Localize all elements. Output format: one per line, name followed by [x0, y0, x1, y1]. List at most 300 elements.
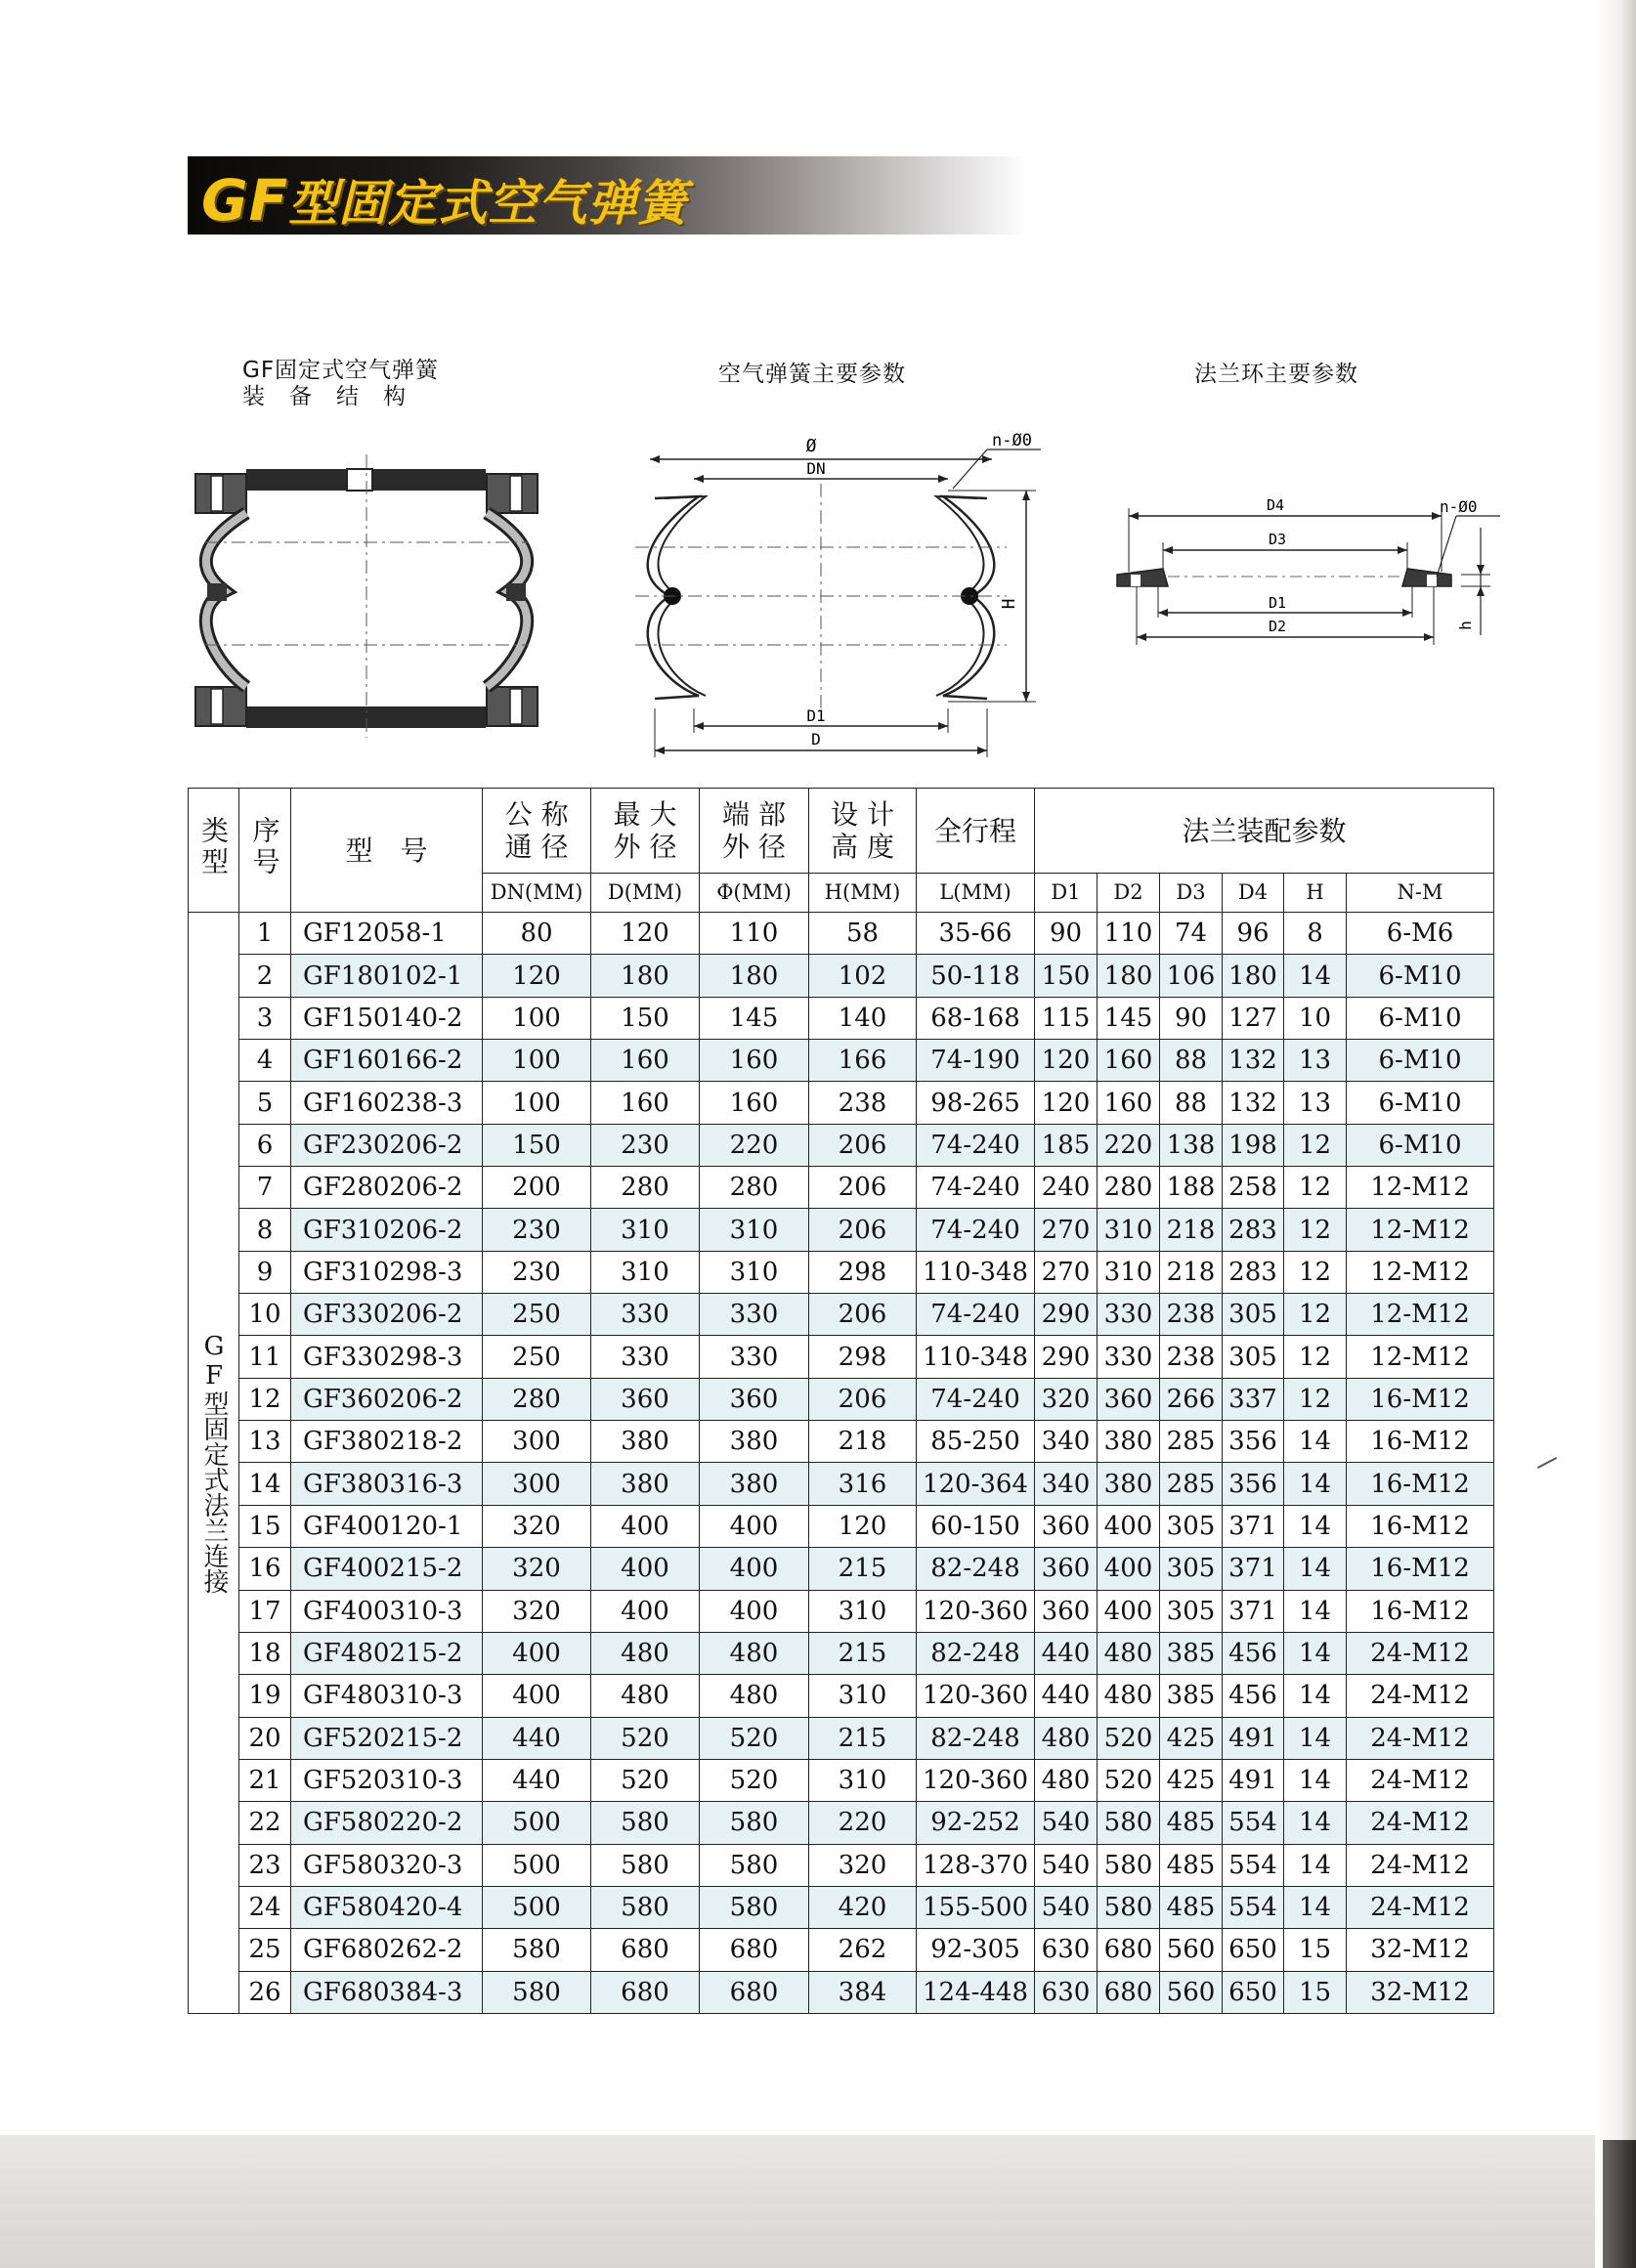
- cell-stroke: 82-248: [917, 1632, 1035, 1674]
- cell-fd1: 630: [1035, 1929, 1098, 1971]
- cell-model: GF680384-3: [291, 1971, 483, 2013]
- cell-h: 262: [809, 1929, 917, 1971]
- table-row: [189, 1590, 1494, 1632]
- unit-fd1: D1: [1035, 874, 1098, 913]
- cell-fd3: 425: [1160, 1759, 1223, 1801]
- page-bottom-shadow: [0, 2135, 1636, 2268]
- cell-h: 238: [809, 1082, 917, 1124]
- cell-fd4: 371: [1223, 1590, 1284, 1632]
- cell-phi: 400: [700, 1505, 809, 1547]
- cell-model: GF230206-2: [291, 1124, 483, 1166]
- cell-fh: 12: [1284, 1294, 1347, 1336]
- cell-stroke: 98-265: [917, 1082, 1035, 1124]
- table-row: [189, 1971, 1494, 2013]
- cell-phi: 580: [700, 1886, 809, 1928]
- cell-h: 320: [809, 1844, 917, 1886]
- cell-seq: 9: [239, 1251, 291, 1293]
- cell-seq: 25: [239, 1929, 291, 1971]
- cell-seq: 11: [239, 1336, 291, 1378]
- cell-h: 206: [809, 1378, 917, 1420]
- cell-dn: 150: [483, 1124, 591, 1166]
- cell-fd2: 480: [1098, 1675, 1160, 1717]
- cell-fd3: 238: [1160, 1294, 1223, 1336]
- cell-fh: 14: [1284, 1505, 1347, 1547]
- caption-structure: GF固定式空气弹簧 装 备 结 构: [242, 358, 440, 409]
- cell-fd1: 290: [1035, 1294, 1098, 1336]
- cell-dn: 230: [483, 1209, 591, 1251]
- cell-fd4: 198: [1223, 1124, 1284, 1166]
- cell-fh: 15: [1284, 1929, 1347, 1971]
- cell-model: GF480310-3: [291, 1675, 483, 1717]
- cell-h: 384: [809, 1971, 917, 2013]
- cell-nm: 16-M12: [1347, 1378, 1494, 1420]
- cell-stroke: 74-240: [917, 1167, 1035, 1209]
- table-row: [189, 1929, 1494, 1971]
- cell-model: GF280206-2: [291, 1167, 483, 1209]
- cell-fd1: 540: [1035, 1844, 1098, 1886]
- cell-seq: 22: [239, 1802, 291, 1844]
- cell-seq: 15: [239, 1505, 291, 1547]
- table-row: [189, 1802, 1494, 1844]
- cell-model: GF520215-2: [291, 1717, 483, 1759]
- cell-fd3: 90: [1160, 997, 1223, 1039]
- cell-fd2: 160: [1098, 1082, 1160, 1124]
- cell-d: 400: [591, 1505, 700, 1547]
- cell-fd1: 270: [1035, 1209, 1098, 1251]
- cell-d: 310: [591, 1251, 700, 1293]
- cell-seq: 6: [239, 1124, 291, 1166]
- cell-seq: 10: [239, 1294, 291, 1336]
- cell-fd4: 356: [1223, 1463, 1284, 1505]
- cell-h: 102: [809, 955, 917, 997]
- cell-stroke: 110-348: [917, 1336, 1035, 1378]
- cell-seq: 1: [239, 913, 291, 955]
- cell-fd2: 145: [1098, 997, 1160, 1039]
- cell-phi: 400: [700, 1548, 809, 1590]
- cell-h: 215: [809, 1632, 917, 1674]
- cell-model: GF310298-3: [291, 1251, 483, 1293]
- unit-nm: N-M: [1347, 874, 1494, 913]
- cell-dn: 500: [483, 1844, 591, 1886]
- cell-model: GF160238-3: [291, 1082, 483, 1124]
- cell-stroke: 50-118: [917, 955, 1035, 997]
- cell-nm: 6-M10: [1347, 1082, 1494, 1124]
- header-h: 设 计 高 度: [809, 789, 917, 874]
- cell-fd4: 554: [1223, 1844, 1284, 1886]
- cell-fd4: 650: [1223, 1971, 1284, 2013]
- cell-model: GF150140-2: [291, 997, 483, 1039]
- scan-mark: [1537, 1457, 1557, 1469]
- cell-seq: 4: [239, 1040, 291, 1082]
- cell-nm: 32-M12: [1347, 1929, 1494, 1971]
- cell-fd3: 88: [1160, 1082, 1223, 1124]
- cell-model: GF480215-2: [291, 1632, 483, 1674]
- cell-fh: 12: [1284, 1336, 1347, 1378]
- cell-fh: 14: [1284, 1886, 1347, 1928]
- cell-h: 310: [809, 1590, 917, 1632]
- cell-seq: 21: [239, 1759, 291, 1801]
- cell-dn: 500: [483, 1802, 591, 1844]
- cell-h: 58: [809, 913, 917, 955]
- cell-fh: 14: [1284, 1759, 1347, 1801]
- cell-fh: 15: [1284, 1971, 1347, 2013]
- label-dn: DN: [806, 459, 826, 478]
- cell-dn: 580: [483, 1971, 591, 2013]
- cell-fd2: 180: [1098, 955, 1160, 997]
- cell-fd4: 180: [1223, 955, 1284, 997]
- cell-model: GF580320-3: [291, 1844, 483, 1886]
- cell-phi: 310: [700, 1209, 809, 1251]
- cell-fd2: 110: [1098, 913, 1160, 955]
- cell-seq: 16: [239, 1548, 291, 1590]
- cell-fd3: 560: [1160, 1929, 1223, 1971]
- cell-stroke: 92-252: [917, 1802, 1035, 1844]
- cell-fh: 14: [1284, 1421, 1347, 1463]
- cell-fh: 14: [1284, 1802, 1347, 1844]
- cell-fd1: 440: [1035, 1632, 1098, 1674]
- cell-fd1: 115: [1035, 997, 1098, 1039]
- cell-h: 215: [809, 1717, 917, 1759]
- cell-stroke: 82-248: [917, 1717, 1035, 1759]
- cell-phi: 380: [700, 1421, 809, 1463]
- table-row: [189, 1463, 1494, 1505]
- cell-dn: 100: [483, 997, 591, 1039]
- cell-d: 150: [591, 997, 700, 1039]
- label-phi: Ø: [805, 436, 817, 456]
- label-f-d2: D2: [1268, 618, 1287, 635]
- cell-seq: 26: [239, 1971, 291, 2013]
- cell-dn: 200: [483, 1167, 591, 1209]
- cell-fd4: 554: [1223, 1886, 1284, 1928]
- cell-seq: 3: [239, 997, 291, 1039]
- header-dn: 公 称 通 径: [483, 789, 591, 874]
- table-row: [189, 1082, 1494, 1124]
- cell-nm: 24-M12: [1347, 1844, 1494, 1886]
- cell-nm: 6-M10: [1347, 997, 1494, 1039]
- cell-h: 166: [809, 1040, 917, 1082]
- cell-fd3: 285: [1160, 1421, 1223, 1463]
- cell-fd2: 680: [1098, 1929, 1160, 1971]
- cell-model: GF330298-3: [291, 1336, 483, 1378]
- cell-fd1: 340: [1035, 1421, 1098, 1463]
- cell-fd2: 580: [1098, 1844, 1160, 1886]
- cell-seq: 23: [239, 1844, 291, 1886]
- cell-dn: 580: [483, 1929, 591, 1971]
- cell-d: 380: [591, 1421, 700, 1463]
- cell-stroke: 74-240: [917, 1124, 1035, 1166]
- cell-d: 520: [591, 1717, 700, 1759]
- cell-seq: 7: [239, 1167, 291, 1209]
- cell-dn: 250: [483, 1294, 591, 1336]
- cell-model: GF580420-4: [291, 1886, 483, 1928]
- type-label-cell: GF型固定式法兰连接: [189, 913, 239, 2014]
- cell-nm: 16-M12: [1347, 1590, 1494, 1632]
- cell-d: 480: [591, 1632, 700, 1674]
- cell-fd4: 371: [1223, 1505, 1284, 1547]
- cell-seq: 20: [239, 1717, 291, 1759]
- cell-fd1: 630: [1035, 1971, 1098, 2013]
- cell-model: GF400310-3: [291, 1590, 483, 1632]
- header-type: 类型: [189, 789, 239, 913]
- cell-fd2: 520: [1098, 1717, 1160, 1759]
- cell-model: GF520310-3: [291, 1759, 483, 1801]
- cell-fd2: 400: [1098, 1548, 1160, 1590]
- cell-model: GF400215-2: [291, 1548, 483, 1590]
- cell-dn: 440: [483, 1717, 591, 1759]
- table-row: [189, 1294, 1494, 1336]
- label-f-n-phi-o: n-Ø0: [1440, 497, 1478, 516]
- cell-fd1: 540: [1035, 1886, 1098, 1928]
- cell-seq: 8: [239, 1209, 291, 1251]
- cell-d: 280: [591, 1167, 700, 1209]
- table-row: [189, 1505, 1494, 1547]
- cell-h: 218: [809, 1421, 917, 1463]
- cell-phi: 330: [700, 1294, 809, 1336]
- cell-dn: 120: [483, 955, 591, 997]
- table-header-row: [189, 789, 1494, 874]
- cell-fd2: 680: [1098, 1971, 1160, 2013]
- cell-h: 206: [809, 1167, 917, 1209]
- table-row: [189, 1844, 1494, 1886]
- cell-phi: 330: [700, 1336, 809, 1378]
- cell-fd2: 310: [1098, 1251, 1160, 1293]
- cell-d: 400: [591, 1548, 700, 1590]
- cell-phi: 110: [700, 913, 809, 955]
- cell-h: 220: [809, 1802, 917, 1844]
- cell-dn: 400: [483, 1632, 591, 1674]
- cell-dn: 100: [483, 1040, 591, 1082]
- label-f-d1: D1: [1268, 594, 1287, 612]
- table-row: [189, 1717, 1494, 1759]
- cell-dn: 320: [483, 1590, 591, 1632]
- flange-params-diagram: [1109, 489, 1500, 660]
- cell-fd4: 258: [1223, 1167, 1284, 1209]
- cell-seq: 14: [239, 1463, 291, 1505]
- cell-dn: 80: [483, 913, 591, 955]
- cell-fd4: 456: [1223, 1675, 1284, 1717]
- cell-h: 298: [809, 1251, 917, 1293]
- cell-phi: 310: [700, 1251, 809, 1293]
- unit-fd4: D4: [1223, 874, 1284, 913]
- label-n-phi-o: n-Ø0: [992, 431, 1032, 450]
- cell-fd3: 485: [1160, 1886, 1223, 1928]
- cell-fd1: 240: [1035, 1167, 1098, 1209]
- unit-fd3: D3: [1160, 874, 1223, 913]
- label-d: D: [811, 730, 821, 749]
- cell-d: 680: [591, 1929, 700, 1971]
- cell-stroke: 155-500: [917, 1886, 1035, 1928]
- title-banner: [188, 156, 1028, 235]
- table-row: [189, 1886, 1494, 1928]
- cell-nm: 12-M12: [1347, 1251, 1494, 1293]
- cell-fd2: 330: [1098, 1294, 1160, 1336]
- cell-fh: 14: [1284, 1717, 1347, 1759]
- cell-stroke: 74-240: [917, 1378, 1035, 1420]
- cell-stroke: 85-250: [917, 1421, 1035, 1463]
- cell-nm: 24-M12: [1347, 1632, 1494, 1674]
- cell-fh: 14: [1284, 1463, 1347, 1505]
- cell-fh: 12: [1284, 1167, 1347, 1209]
- cell-fh: 14: [1284, 1632, 1347, 1674]
- cell-fd2: 580: [1098, 1886, 1160, 1928]
- cell-fd4: 132: [1223, 1040, 1284, 1082]
- cell-fh: 8: [1284, 913, 1347, 955]
- cell-fd4: 371: [1223, 1548, 1284, 1590]
- cell-dn: 320: [483, 1548, 591, 1590]
- cell-d: 580: [591, 1886, 700, 1928]
- cell-stroke: 120-360: [917, 1759, 1035, 1801]
- cell-fd2: 380: [1098, 1421, 1160, 1463]
- table-row: [189, 1378, 1494, 1420]
- assembly-structure-diagram: [186, 445, 547, 748]
- cell-phi: 360: [700, 1378, 809, 1420]
- table-row: [189, 1251, 1494, 1293]
- unit-fd2: D2: [1098, 874, 1160, 913]
- cell-stroke: 110-348: [917, 1251, 1035, 1293]
- cell-fd3: 305: [1160, 1590, 1223, 1632]
- cell-fh: 14: [1284, 1590, 1347, 1632]
- cell-fh: 14: [1284, 955, 1347, 997]
- cell-fh: 13: [1284, 1082, 1347, 1124]
- cell-fd2: 220: [1098, 1124, 1160, 1166]
- cell-fd2: 520: [1098, 1759, 1160, 1801]
- cell-fd1: 290: [1035, 1336, 1098, 1378]
- cell-fd3: 238: [1160, 1336, 1223, 1378]
- label-d1: D1: [806, 706, 826, 725]
- cell-d: 580: [591, 1802, 700, 1844]
- cell-stroke: 74-240: [917, 1209, 1035, 1251]
- cell-fd3: 385: [1160, 1675, 1223, 1717]
- cell-nm: 16-M12: [1347, 1548, 1494, 1590]
- cell-h: 310: [809, 1675, 917, 1717]
- spec-table: [188, 788, 1494, 2014]
- cell-fd1: 360: [1035, 1505, 1098, 1547]
- cell-fh: 14: [1284, 1844, 1347, 1886]
- label-f-h: h: [1456, 620, 1475, 630]
- unit-h: H(MM): [809, 874, 917, 913]
- cell-d: 180: [591, 955, 700, 997]
- cell-fd3: 305: [1160, 1548, 1223, 1590]
- cell-model: GF680262-2: [291, 1929, 483, 1971]
- cell-nm: 12-M12: [1347, 1294, 1494, 1336]
- cell-seq: 19: [239, 1675, 291, 1717]
- cell-d: 360: [591, 1378, 700, 1420]
- cell-dn: 440: [483, 1759, 591, 1801]
- cell-d: 480: [591, 1675, 700, 1717]
- cell-h: 206: [809, 1209, 917, 1251]
- cell-fd1: 340: [1035, 1463, 1098, 1505]
- cell-fd2: 330: [1098, 1336, 1160, 1378]
- cell-h: 120: [809, 1505, 917, 1547]
- table-row: [189, 1421, 1494, 1463]
- unit-phi: Φ(MM): [700, 874, 809, 913]
- cell-fd4: 650: [1223, 1929, 1284, 1971]
- table-row: [189, 1209, 1494, 1251]
- cell-fd1: 480: [1035, 1759, 1098, 1801]
- cell-fd2: 380: [1098, 1463, 1160, 1505]
- cell-nm: 16-M12: [1347, 1463, 1494, 1505]
- cell-fd4: 456: [1223, 1632, 1284, 1674]
- cell-fd2: 480: [1098, 1632, 1160, 1674]
- cell-d: 520: [591, 1759, 700, 1801]
- cell-stroke: 124-448: [917, 1971, 1035, 2013]
- cell-phi: 680: [700, 1971, 809, 2013]
- cell-fd1: 360: [1035, 1548, 1098, 1590]
- cell-nm: 6-M10: [1347, 1124, 1494, 1166]
- cell-seq: 24: [239, 1886, 291, 1928]
- cell-fd3: 385: [1160, 1632, 1223, 1674]
- cell-phi: 400: [700, 1590, 809, 1632]
- cell-fd1: 440: [1035, 1675, 1098, 1717]
- cell-stroke: 35-66: [917, 913, 1035, 955]
- cell-phi: 480: [700, 1675, 809, 1717]
- table-row: [189, 1632, 1494, 1674]
- cell-fd2: 400: [1098, 1505, 1160, 1547]
- cell-dn: 230: [483, 1251, 591, 1293]
- cell-d: 310: [591, 1209, 700, 1251]
- cell-fh: 12: [1284, 1124, 1347, 1166]
- cell-fd1: 90: [1035, 913, 1098, 955]
- cell-fd3: 560: [1160, 1971, 1223, 2013]
- cell-h: 215: [809, 1548, 917, 1590]
- cell-stroke: 120-360: [917, 1590, 1035, 1632]
- cell-stroke: 120-360: [917, 1675, 1035, 1717]
- header-phi: 端 部 外 径: [700, 789, 809, 874]
- label-f-d3: D3: [1268, 531, 1287, 548]
- cell-nm: 16-M12: [1347, 1505, 1494, 1547]
- cell-nm: 12-M12: [1347, 1336, 1494, 1378]
- cell-fd1: 480: [1035, 1717, 1098, 1759]
- cell-fd1: 540: [1035, 1802, 1098, 1844]
- label-f-d4: D4: [1266, 496, 1285, 514]
- cell-model: GF380218-2: [291, 1421, 483, 1463]
- cell-phi: 580: [700, 1844, 809, 1886]
- cell-d: 160: [591, 1040, 700, 1082]
- cell-nm: 32-M12: [1347, 1971, 1494, 2013]
- cell-fh: 12: [1284, 1251, 1347, 1293]
- cell-stroke: 92-305: [917, 1929, 1035, 1971]
- cell-nm: 6-M10: [1347, 1040, 1494, 1082]
- cell-model: GF12058-1: [291, 913, 483, 955]
- table-row: [189, 1167, 1494, 1209]
- cell-phi: 380: [700, 1463, 809, 1505]
- cell-phi: 480: [700, 1632, 809, 1674]
- caption-spring-params: 空气弹簧主要参数: [718, 362, 906, 387]
- cell-fd1: 320: [1035, 1378, 1098, 1420]
- cell-stroke: 60-150: [917, 1505, 1035, 1547]
- cell-d: 120: [591, 913, 700, 955]
- caption-flange-params: 法兰环主要参数: [1194, 362, 1358, 387]
- cell-fd2: 280: [1098, 1167, 1160, 1209]
- cell-model: GF360206-2: [291, 1378, 483, 1420]
- cell-phi: 180: [700, 955, 809, 997]
- cell-fd4: 356: [1223, 1421, 1284, 1463]
- cell-dn: 400: [483, 1675, 591, 1717]
- cell-phi: 280: [700, 1167, 809, 1209]
- cell-d: 160: [591, 1082, 700, 1124]
- cell-h: 316: [809, 1463, 917, 1505]
- cell-d: 400: [591, 1590, 700, 1632]
- cell-model: GF180102-1: [291, 955, 483, 997]
- cell-fd1: 360: [1035, 1590, 1098, 1632]
- cell-d: 380: [591, 1463, 700, 1505]
- cell-model: GF160166-2: [291, 1040, 483, 1082]
- cell-fd1: 120: [1035, 1040, 1098, 1082]
- cell-dn: 280: [483, 1378, 591, 1420]
- header-flange: 法兰装配参数: [1035, 789, 1494, 874]
- cell-fd3: 285: [1160, 1463, 1223, 1505]
- cell-model: GF330206-2: [291, 1294, 483, 1336]
